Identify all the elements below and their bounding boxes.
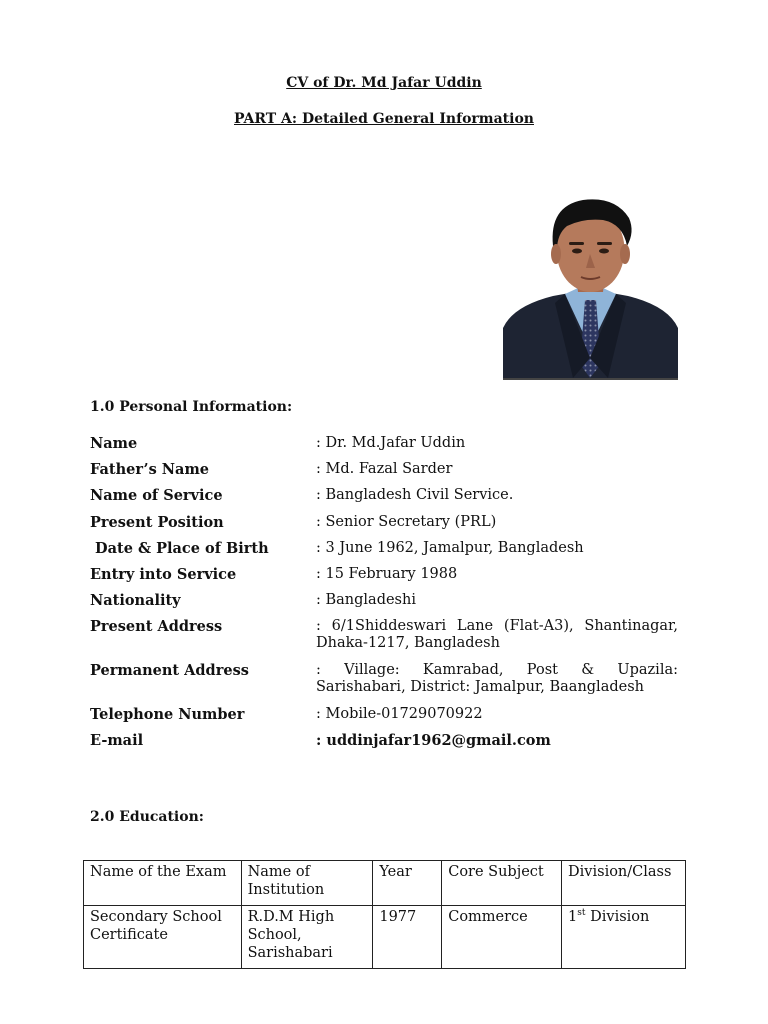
info-value: : 3 June 1962, Jamalpur, Bangladesh	[316, 540, 584, 556]
info-value: : Village: Kamrabad, Post & Upazila: Sarishabari, District: Jamalpur, Baangladesh	[316, 662, 678, 695]
info-value: : 15 February 1988	[316, 566, 458, 582]
table-cell-division	[562, 906, 686, 969]
education-heading: 2.0 Education:	[90, 809, 204, 825]
table-header-row	[84, 861, 686, 906]
part-title: PART A: Detailed General Information	[234, 111, 534, 127]
info-value: : Senior Secretary (PRL)	[316, 514, 497, 530]
info-value: : Md. Fazal Sarder	[316, 461, 453, 477]
table-cell-institution: R.D.M High School, Sarishabari	[241, 906, 373, 969]
portrait-image	[503, 188, 678, 378]
info-label: Entry into Service	[90, 566, 237, 583]
education-table	[83, 860, 686, 969]
info-value: : Mobile-01729070922	[316, 706, 483, 722]
table-cell-year: 1977	[373, 906, 442, 969]
info-value: : 6/1Shiddeswari Lane (Flat-A3), Shantinagar, Dhaka-1217, Bangladesh	[316, 618, 678, 651]
division-number: 1	[568, 909, 578, 925]
info-label: Present Address	[90, 618, 223, 635]
table-cell-subject: Commerce	[442, 906, 562, 969]
column-header: Name of Institution	[241, 861, 373, 906]
division-ordinal: st	[577, 908, 586, 919]
info-label: Present Position	[90, 514, 224, 531]
info-value: : Bangladesh Civil Service.	[316, 487, 514, 503]
column-header: Year	[373, 861, 442, 906]
column-header: Core Subject	[442, 861, 562, 906]
profile-photo	[503, 188, 678, 380]
table-row	[84, 906, 686, 969]
info-label: Nationality	[90, 592, 181, 609]
division-text: Division	[585, 909, 650, 925]
personal-info-heading: 1.0 Personal Information:	[90, 399, 293, 415]
document-title: CV of Dr. Md Jafar Uddin	[286, 75, 482, 91]
email-value[interactable]: : uddinjafar1962@gmail.com	[316, 732, 551, 749]
info-label: Name	[90, 435, 138, 452]
info-value: : Bangladeshi	[316, 592, 416, 608]
info-label: E-mail	[90, 732, 144, 749]
info-label: Father’s Name	[90, 461, 210, 478]
table-cell-exam: Secondary School Certificate	[84, 906, 242, 969]
column-header: Name of the Exam	[84, 861, 242, 906]
info-label: Name of Service	[90, 487, 223, 504]
info-label: Permanent Address	[90, 662, 249, 679]
column-header: Division/Class	[562, 861, 686, 906]
info-value: : Dr. Md.Jafar Uddin	[316, 435, 466, 451]
info-label: Telephone Number	[90, 706, 245, 723]
info-label: Date & Place of Birth	[90, 540, 269, 557]
